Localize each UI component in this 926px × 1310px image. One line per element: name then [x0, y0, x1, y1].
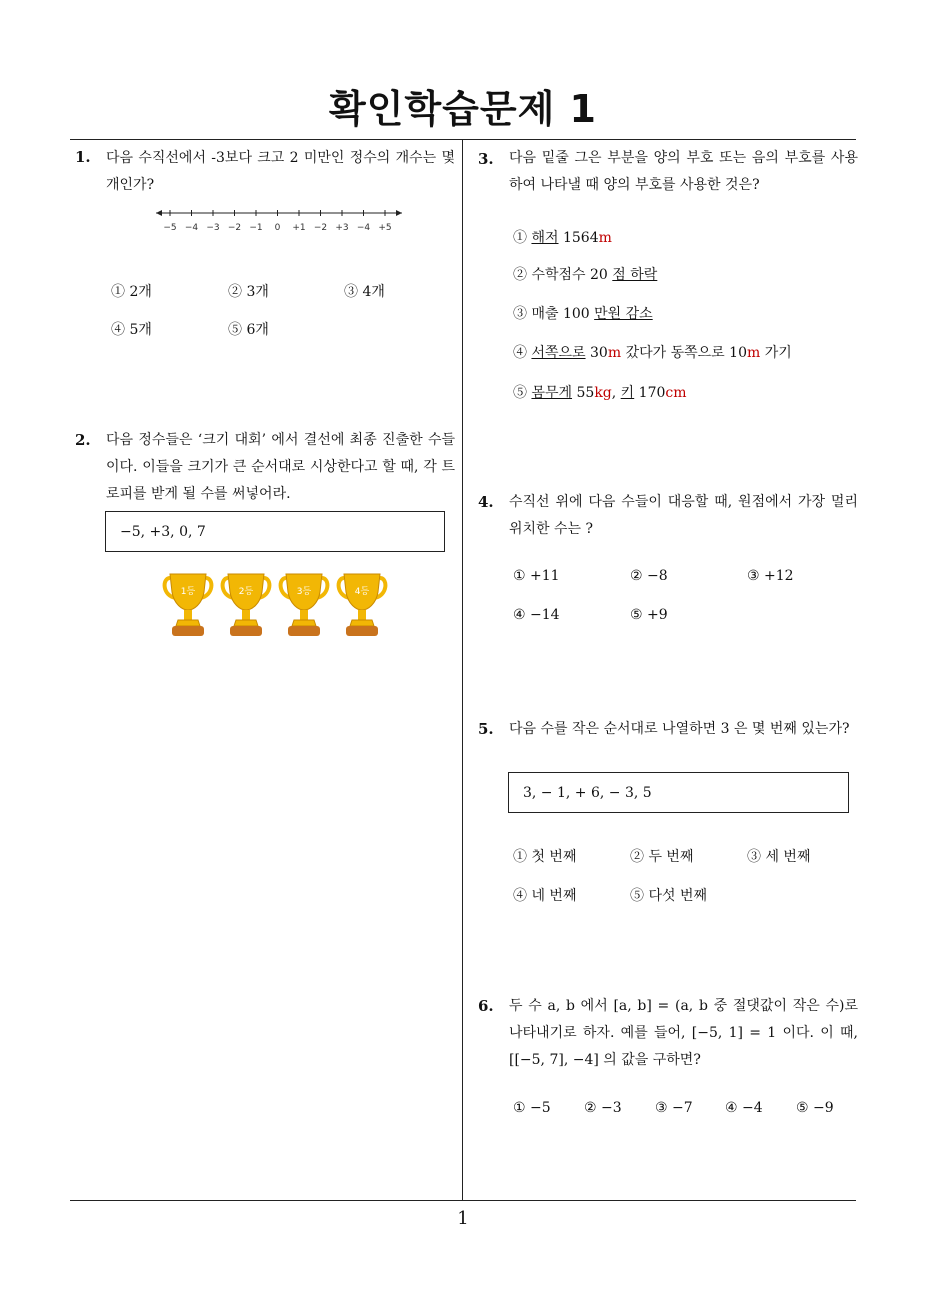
underlined-text: 몸무게	[531, 385, 573, 401]
q3-option-1[interactable]	[513, 227, 612, 247]
number-line-tick-label: −2	[227, 223, 242, 233]
underlined-text: 점 하락	[612, 267, 658, 283]
number-line-tick-label: −4	[184, 223, 199, 233]
unit: m	[746, 345, 761, 361]
underlined-text: 키	[620, 385, 635, 401]
page-title: 확인학습문제 1	[329, 87, 597, 131]
question-1-text: 다음 수직선에서 -3보다 크고 2 미만인 정수의 개수는 몇 개인가?	[106, 150, 455, 193]
unit: m	[607, 345, 622, 361]
trophy-icon	[276, 570, 332, 642]
page-number: 1	[457, 1208, 469, 1229]
plain-text: 수학점수 20	[531, 267, 608, 283]
q5-option-1[interactable]: ① 첫 번째	[513, 849, 577, 865]
question-4-number: 4.	[478, 493, 494, 511]
q1-option-3[interactable]: ③ 4개	[344, 284, 385, 300]
q5-option-4[interactable]: ④ 네 번째	[513, 888, 577, 904]
q4-option-5[interactable]: ⑤ +9	[630, 607, 668, 623]
unit: kg	[594, 385, 612, 401]
trophy-label: 3등	[296, 587, 312, 597]
bottom-rule	[70, 1200, 856, 1201]
number-line-tick-label: +5	[378, 223, 392, 233]
underlined-text: 해저	[531, 230, 559, 246]
value: 170	[638, 385, 666, 401]
trophy-label: 2등	[238, 587, 254, 597]
question-2-text: 다음 정수들은 ‘크기 대회’ 에서 결선에 최종 진출한 수들이다. 이들을 크기가 큰 순서대로 시상한다고 할 때, 각 트로피를 받게 될 수를 써넣어라.	[106, 432, 455, 502]
number-line-tick-label: +3	[335, 223, 349, 233]
question-6-number: 6.	[478, 997, 494, 1015]
q6-option-4[interactable]: ④ −4	[725, 1100, 763, 1116]
option-marker: ①	[513, 230, 527, 246]
trophy-icon	[334, 570, 390, 642]
q4-option-1[interactable]: ① +11	[513, 568, 560, 584]
number-line	[150, 204, 410, 236]
question-4-text: 수직선 위에 다음 수들이 대응할 때, 원점에서 가장 멀리 위치한 수는 ?	[509, 494, 858, 537]
q1-option-1[interactable]: ① 2개	[111, 284, 152, 300]
question-3-text: 다음 밑줄 그은 부분을 양의 부호 또는 음의 부호를 사용하여 나타낼 때 양의 부호를 사용한 것은?	[509, 150, 858, 193]
q6-option-2[interactable]: ② −3	[584, 1100, 622, 1116]
value: 10	[729, 345, 747, 361]
number-line-tick-label: +1	[292, 223, 306, 233]
trophy-label: 4등	[354, 587, 370, 597]
q5-option-5[interactable]: ⑤ 다섯 번째	[630, 888, 707, 904]
trophy-label: 1등	[180, 587, 196, 597]
number-line-tick-label: −4	[356, 223, 371, 233]
question-2-number: 2.	[75, 431, 91, 449]
q5-option-3[interactable]: ③ 세 번째	[747, 849, 811, 865]
question-1-number: 1.	[75, 148, 91, 166]
option-marker: ②	[513, 267, 527, 283]
trophy-icon	[218, 570, 274, 642]
trophy-icon	[160, 570, 216, 642]
q4-option-4[interactable]: ④ −14	[513, 607, 560, 623]
option-marker: ⑤	[513, 385, 527, 401]
left-arrow-icon	[156, 210, 162, 216]
unit: m	[598, 230, 612, 246]
number-line-tick-label: 0	[274, 223, 281, 233]
value: 55	[576, 385, 595, 401]
q2-number-box: −5, +3, 0, 7	[105, 511, 445, 552]
column-divider	[462, 139, 463, 1201]
plain-text: 가기	[764, 345, 792, 361]
question-5-number: 5.	[478, 720, 494, 738]
q1-option-4[interactable]: ④ 5개	[111, 322, 152, 338]
q3-option-2[interactable]	[513, 264, 657, 284]
option-marker: ④	[513, 345, 527, 361]
q1-option-2[interactable]: ② 3개	[228, 284, 269, 300]
plain-text: 매출 100	[531, 306, 590, 322]
option-marker: ③	[513, 306, 527, 322]
q3-option-4[interactable]	[513, 342, 792, 362]
plain-text: 갔다가 동쪽으로	[625, 345, 725, 361]
question-6-text: 두 수 a, b 에서 [a, b] = (a, b 중 절댓값이 작은 수)로 나타내기로 하자. 예를 들어, [−5, 1] = 1 이다. 이 때, [[−5, 7], −4] 의 값을 구하면?	[509, 998, 858, 1068]
underlined-text: 서쪽으로	[531, 345, 586, 361]
q5-number-box: 3, − 1, + 6, − 3, 5	[508, 772, 849, 813]
q5-option-2[interactable]: ② 두 번째	[630, 849, 694, 865]
number-line-tick-label: −1	[249, 223, 263, 233]
q4-option-3[interactable]: ③ +12	[747, 568, 794, 584]
number-line-axis	[156, 210, 402, 233]
q6-option-1[interactable]: ① −5	[513, 1100, 551, 1116]
separator: ,	[611, 385, 617, 401]
trophy-row	[160, 570, 400, 642]
unit: cm	[665, 385, 687, 401]
q6-option-5[interactable]: ⑤ −9	[796, 1100, 834, 1116]
q3-option-3[interactable]	[513, 303, 653, 323]
number-line-tick-label: −3	[206, 223, 220, 233]
value: 30	[590, 345, 608, 361]
q1-option-5[interactable]: ⑤ 6개	[228, 322, 269, 338]
right-arrow-icon	[396, 210, 402, 216]
number-line-tick-label: −5	[163, 223, 177, 233]
top-rule	[70, 139, 856, 140]
question-3-number: 3.	[478, 150, 494, 168]
value: 1564	[562, 230, 599, 246]
q6-option-3[interactable]: ③ −7	[655, 1100, 693, 1116]
q3-option-5[interactable]	[513, 382, 687, 402]
q4-option-2[interactable]: ② −8	[630, 568, 668, 584]
number-line-tick-label: −2	[313, 223, 328, 233]
underlined-text: 만원 감소	[594, 306, 653, 322]
question-5-text: 다음 수를 작은 순서대로 나열하면 3 은 몇 번째 있는가?	[509, 721, 850, 737]
